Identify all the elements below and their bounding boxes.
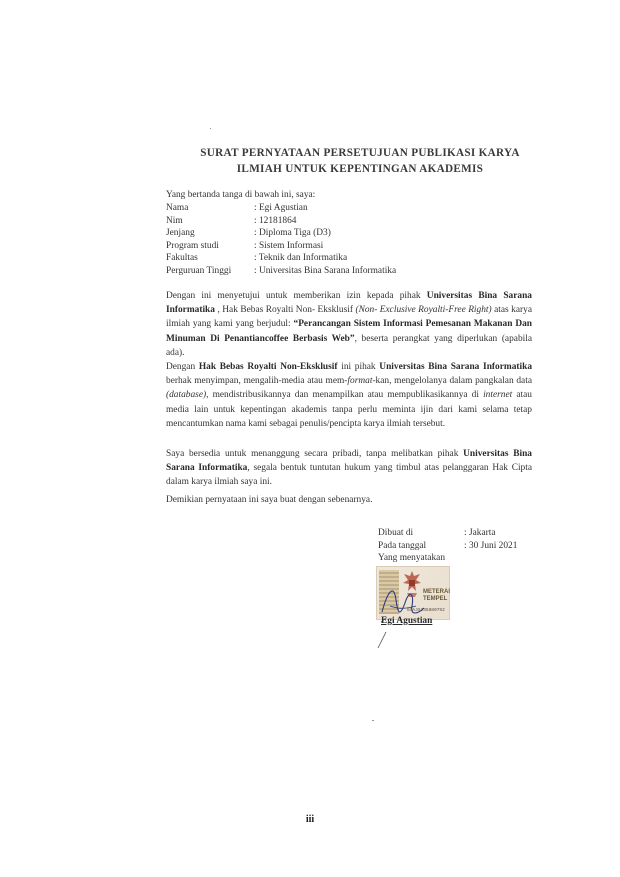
date-row: [378, 540, 517, 553]
intro-text: Yang bertanda tanga di bawah ini, saya:: [166, 190, 316, 200]
rights-paragraph: [166, 360, 532, 431]
date-value: : 30 Juni 2021: [464, 540, 518, 551]
page-number: iii: [305, 814, 315, 825]
text-run: atau media lain untuk kepentingan akademis tanpa perlu meminta ijin dari kami selama tetap mencantumkan nama kami sebagai penulis/pencipta karya ilmiah tersebut.: [166, 390, 532, 429]
university-name: Universitas Bina Sarana Informatika: [379, 362, 533, 372]
place-value: : Jakarta: [464, 528, 496, 538]
identity-fields: [166, 202, 396, 278]
field-row-program: [166, 240, 396, 253]
place-label: Dibuat di: [378, 528, 414, 538]
stamp-line-2: TEMPEL: [423, 596, 448, 602]
place-row: [378, 527, 517, 540]
field-label: Perguruan Tinggi: [166, 265, 232, 276]
text-run: berhak menyimpan, mengalih-media atau mem-: [166, 376, 348, 387]
text-run: , Hak Bebas Royalti Non- Eksklusif: [214, 305, 356, 316]
title-line-2: ILMIAH UNTUK KEPENTINGAN AKADEMIS: [236, 163, 484, 175]
text-run: Dengan: [166, 362, 199, 372]
signer-name: Egi Agustian: [381, 616, 433, 626]
declarant-label: Yang menyatakan: [378, 553, 446, 564]
document-title: [150, 145, 570, 177]
closing-paragraph: Demikian pernyataan ini saya buat dengan sebenarnya.: [166, 495, 373, 505]
scan-speck: [372, 720, 374, 721]
text-run: ini pihak: [337, 362, 380, 372]
handwritten-signature-icon: [372, 570, 442, 650]
text-run: Saya bersedia untuk menanggung secara pribadi, tanpa melibatkan pihak: [166, 449, 464, 459]
scan-speck: [210, 128, 211, 129]
date-label: Pada tanggal: [378, 540, 427, 551]
field-value: : Diploma Tiga (D3): [254, 228, 331, 239]
field-row-faculty: [166, 252, 396, 265]
liability-paragraph: [166, 447, 532, 490]
field-label: Nim: [166, 215, 183, 226]
field-value: : Sistem Informasi: [254, 240, 324, 251]
field-value: : Universitas Bina Sarana Informatika: [254, 265, 397, 276]
university-name: Universitas Bina Sarana Informatika: [166, 291, 532, 316]
title-line-1: SURAT PERNYATAAN PERSETUJUAN PUBLIKASI KARYA: [200, 147, 520, 159]
consent-paragraph: [166, 289, 532, 360]
field-row-level: [166, 227, 396, 240]
field-label: Program studi: [166, 240, 219, 251]
stamp-line-1: METERAI: [423, 589, 450, 595]
field-label: Jenjang: [166, 228, 195, 239]
text-run: , mendistribusikannya dan menampilkan atau mempublikasikannya di: [206, 390, 484, 401]
text-run-italic: (Non- Exclusive Royalti-Free Right): [355, 305, 492, 316]
field-row-university: [166, 265, 396, 278]
university-name: Universitas Bina Sarana Informatika: [166, 449, 532, 474]
stamp-serial: 6AAJX235880792: [407, 608, 445, 613]
text-run-italic: format: [347, 376, 373, 387]
thesis-title: “Perancangan Sistem Informasi Pemesanan Makanan Dan Minuman Di Penantiancoffee Berbasis Web”: [166, 319, 532, 344]
field-row-name: [166, 202, 396, 215]
field-label: Fakultas: [166, 253, 198, 264]
text-run: atas karya ilmiah yang kami yang berjudul:: [166, 305, 532, 330]
field-value: : 12181864: [254, 215, 297, 226]
declarant-row: [378, 552, 517, 565]
text-run: , beserta perangkat yang diperlukan (apabila ada).: [166, 333, 533, 358]
text-run: , segala bentuk tuntutan hukum yang timbul atas pelanggaran Hak Cipta dalam karya ilmiah saya ini.: [166, 463, 533, 488]
text-run-italic: (database): [166, 390, 207, 401]
signature-meta: [378, 527, 517, 565]
text-run-italic: internet: [483, 390, 513, 401]
text-run: -kan, mengelolanya dalam pangkalan data: [372, 376, 532, 387]
field-label: Nama: [166, 203, 189, 213]
text-run-bold: Hak Bebas Royalti Non-Eksklusif: [198, 362, 338, 372]
field-row-nim: [166, 215, 396, 228]
field-value: : Teknik dan Informatika: [254, 253, 348, 264]
text-run: Dengan ini menyetujui untuk memberikan izin kepada pihak: [166, 291, 427, 301]
field-value: : Egi Agustian: [254, 203, 308, 213]
